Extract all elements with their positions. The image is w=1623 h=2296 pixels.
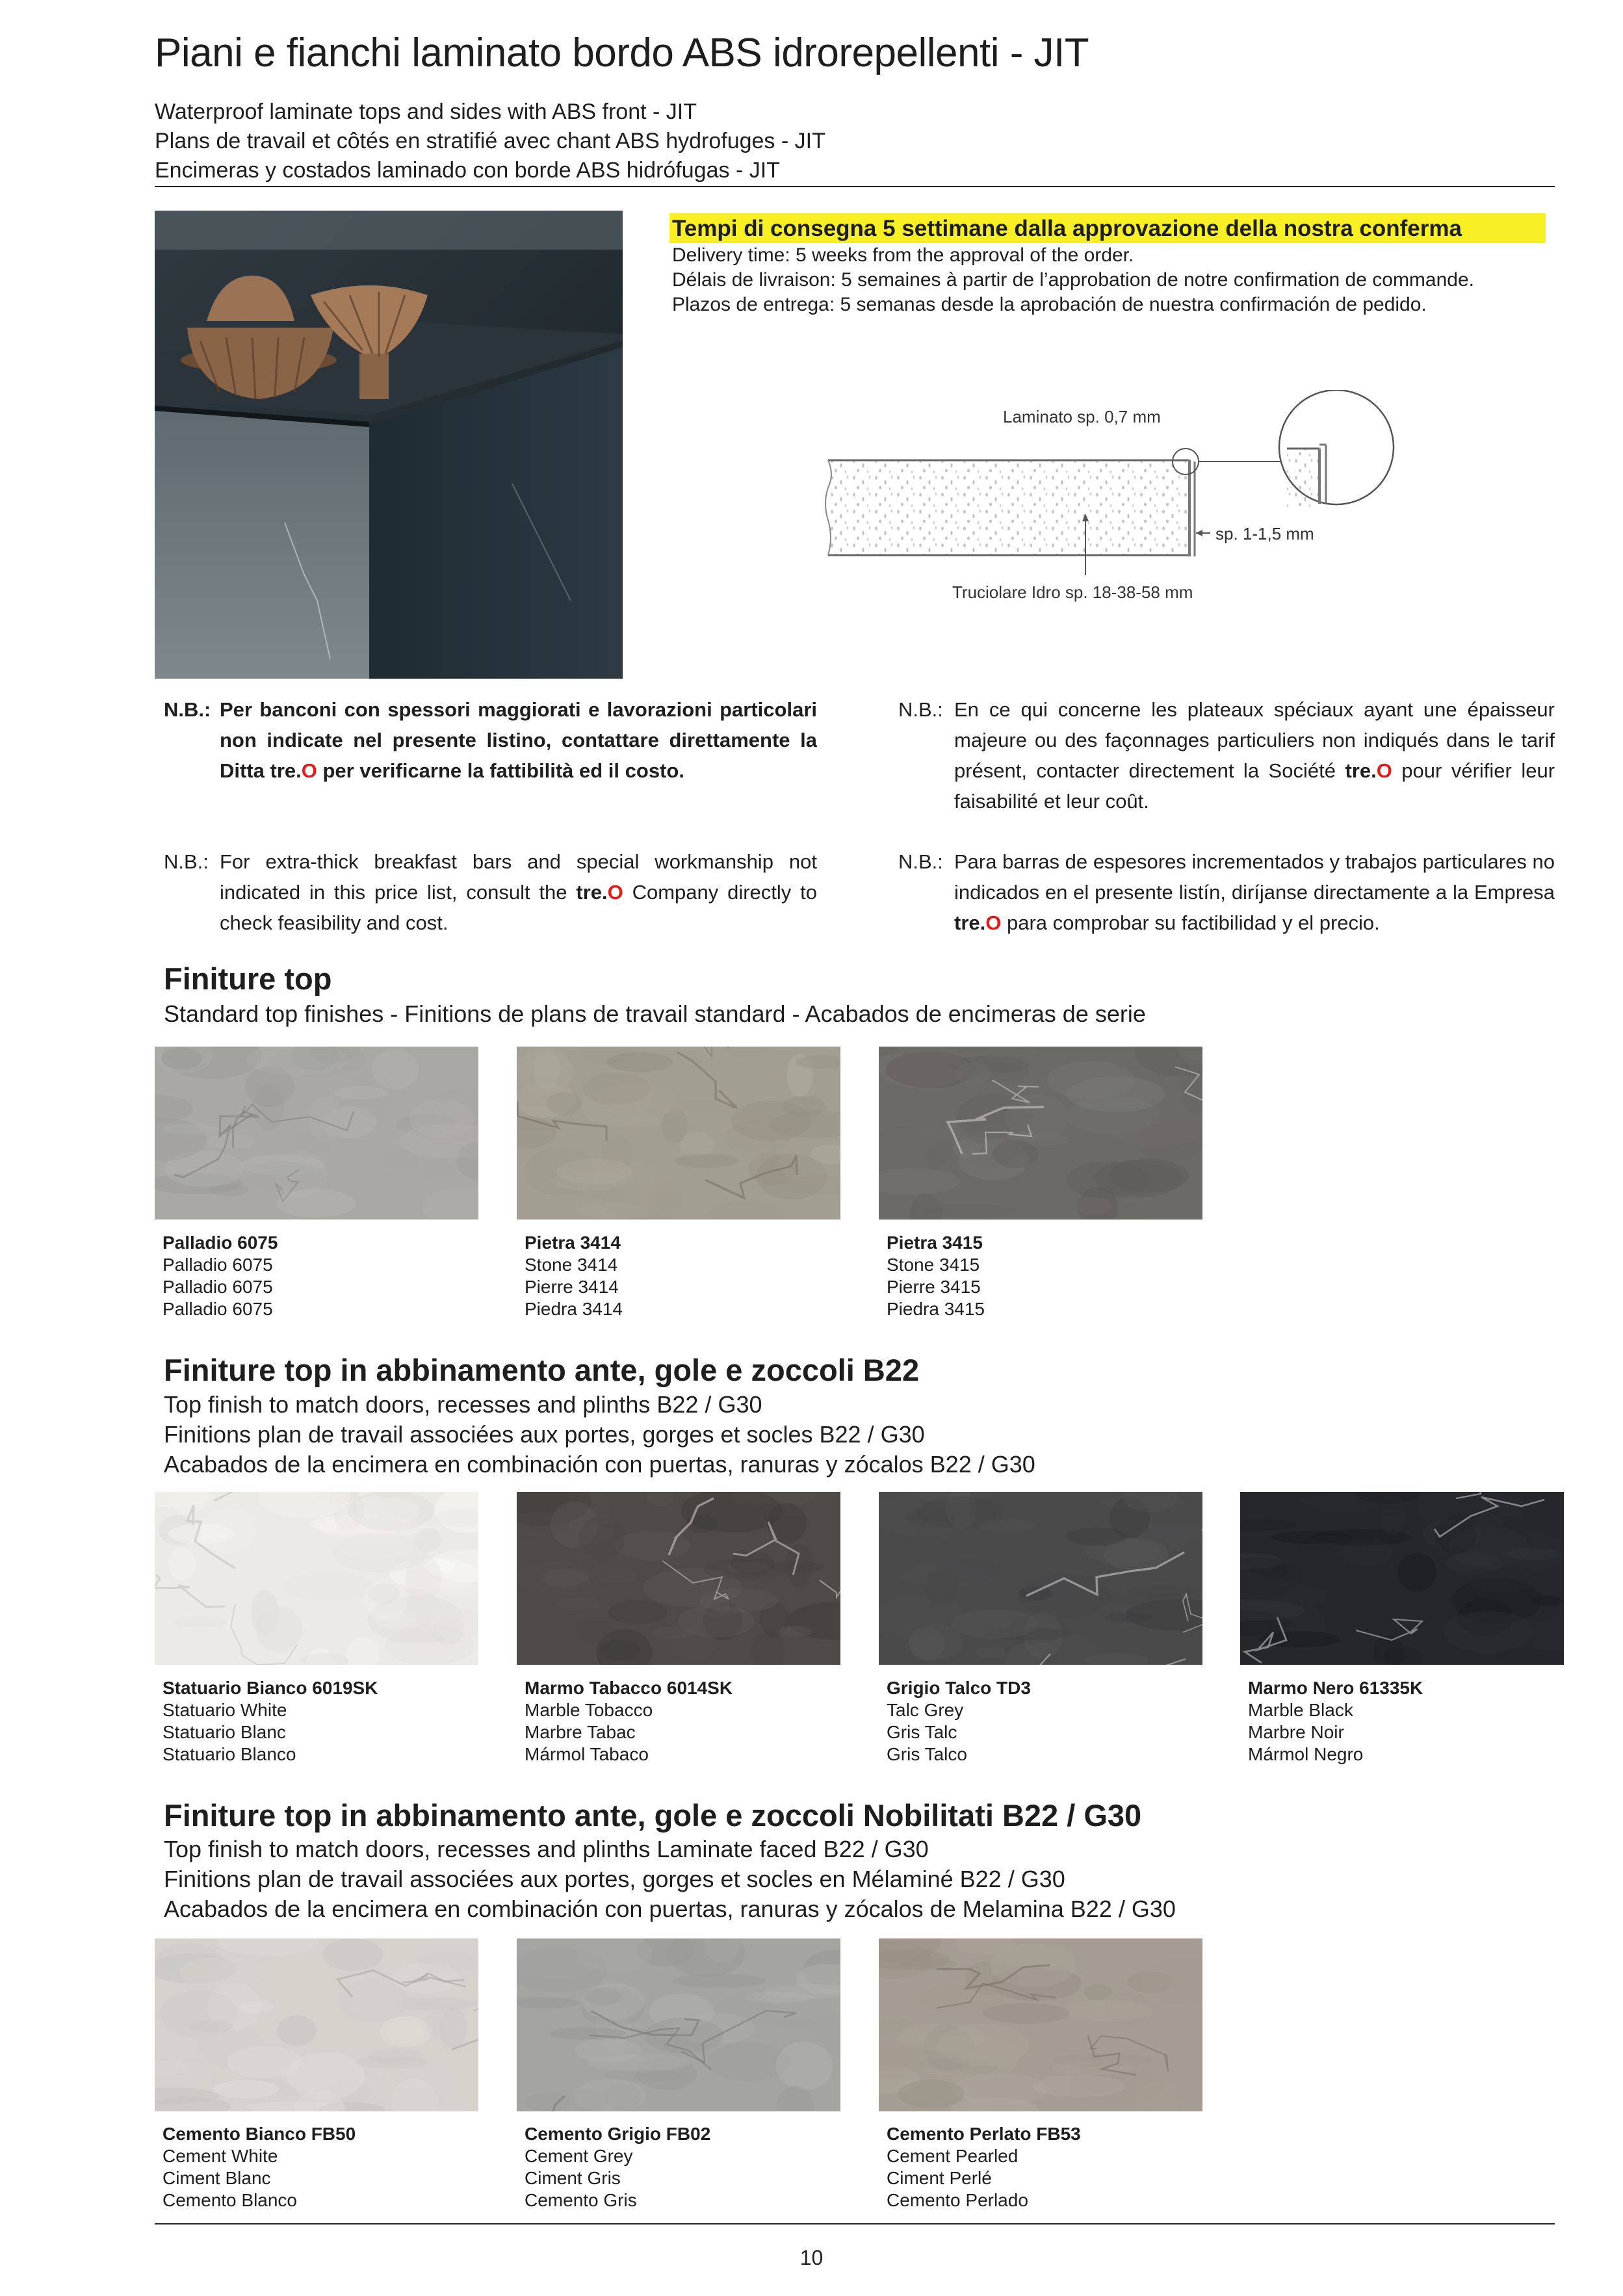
swatch-pietra-3414	[517, 1047, 840, 1220]
delivery-line-es: Plazos de entrega: 5 semanas desde la aprobación de nuestra confirmación de pedido.	[672, 294, 1427, 315]
finish-es: Cemento Blanco	[162, 2190, 298, 2210]
swatch-grigio-talco	[879, 1492, 1202, 1665]
subtitle-fr: Plans de travail et côtés en stratifié avec chant ABS hydrofuges - JIT	[155, 129, 825, 153]
finish-en: Cement White	[162, 2146, 278, 2166]
finish-es: Piedra 3415	[887, 1299, 985, 1319]
finish-fr: Palladio 6075	[162, 1277, 273, 1297]
finish-name: Statuario Bianco 6019SK	[162, 1678, 378, 1698]
core-thickness-label: Truciolare Idro sp. 18-38-58 mm	[952, 582, 1193, 602]
delivery-line-en: Delivery time: 5 weeks from the approval of the order.	[672, 244, 1134, 266]
note-fr-before: En ce qui concerne les plateaux spéciaux ayant une épaisseur majeure ou des façonnages particuliers non indiqués dans le tarif présent, contacter directement la Société	[954, 698, 1555, 782]
section-subtitle: Acabados de la encimera en combinación con puertas, ranuras y zócalos de Melamina B22 / G30	[164, 1896, 1176, 1922]
finish-name: Marmo Tabacco 6014SK	[525, 1678, 733, 1698]
section-subtitle: Top finish to match doors, recesses and plinths Laminate faced B22 / G30	[164, 1836, 929, 1862]
finish-en: Palladio 6075	[162, 1255, 273, 1275]
swatch-statuario-bianco	[155, 1492, 478, 1665]
swatch-cemento-perlato	[879, 1938, 1202, 2111]
swatch-caption	[887, 2123, 1081, 2211]
note-it-label: N.B.:	[164, 698, 211, 721]
finish-es: Cemento Gris	[525, 2190, 637, 2210]
section-subtitles	[164, 1834, 1176, 1924]
section-title: Finiture top	[164, 961, 332, 996]
finish-es: Statuario Blanco	[162, 1744, 296, 1764]
swatch-marmo-nero	[1240, 1492, 1564, 1665]
section-subtitle: Top finish to match doors, recesses and plinths B22 / G30	[164, 1391, 762, 1418]
finish-en: Marble Black	[1248, 1700, 1353, 1720]
section-subtitle: Finitions plan de travail associées aux portes, gorges et socles B22 / G30	[164, 1421, 925, 1448]
note-es-label: N.B.:	[898, 850, 943, 873]
note-fr-after: pour vérifier leur faisabilité et leur coût.	[954, 759, 1555, 813]
note-es	[898, 846, 1555, 938]
delivery-info	[669, 213, 1560, 317]
swatch-caption	[162, 2123, 356, 2211]
finish-name: Cemento Perlato FB53	[887, 2124, 1081, 2144]
page-number: 10	[799, 2246, 824, 2269]
page-title: Piani e fianchi laminato bordo ABS idrorepellenti - JIT	[155, 31, 1089, 75]
swatch-caption	[887, 1677, 1031, 1766]
finish-es: Mármol Tabaco	[525, 1744, 649, 1764]
note-fr-label: N.B.:	[898, 698, 943, 721]
page-subtitles	[155, 98, 825, 185]
section-subtitle: Standard top finishes - Finitions de plans de travail standard - Acabados de encimeras de serie	[164, 1000, 1146, 1027]
brand-mark: O	[301, 759, 317, 782]
edge-section-diagram	[806, 390, 1404, 611]
subtitle-es: Encimeras y costados laminado con borde ABS hidrófugas - JIT	[155, 158, 780, 183]
subtitle-en: Waterproof laminate tops and sides with ABS front - JIT	[155, 99, 697, 124]
finish-es: Palladio 6075	[162, 1299, 273, 1319]
note-en	[164, 846, 817, 938]
finish-name: Cemento Grigio FB02	[525, 2124, 711, 2144]
finish-name: Palladio 6075	[162, 1233, 278, 1253]
note-it-before: Per banconi con spessori maggiorati e lavorazioni particolari non indicate nel presente listino, contattare direttamente la Ditta	[220, 698, 817, 782]
finish-name: Pietra 3415	[887, 1233, 983, 1253]
brand-name: tre.	[270, 759, 302, 782]
finish-fr: Pierre 3415	[887, 1277, 981, 1297]
section-subtitle: Acabados de la encimera en combinación con puertas, ranuras y zócalos B22 / G30	[164, 1451, 1035, 1478]
finish-name: Cemento Bianco FB50	[162, 2124, 356, 2144]
note-en-after: Company directly to check feasibility and cost.	[220, 881, 817, 934]
finish-es: Piedra 3414	[525, 1299, 623, 1319]
swatch-caption	[525, 1232, 623, 1320]
swatch-marmo-tabacco	[517, 1492, 840, 1665]
swatch-palladio-6075	[155, 1047, 478, 1220]
finish-fr: Ciment Perlé	[887, 2168, 992, 2188]
delivery-line-fr: Délais de livraison: 5 semaines à partir de l’approbation de notre confirmation de commande.	[672, 269, 1474, 291]
brand-mark: O	[985, 911, 1002, 934]
note-fr	[898, 694, 1555, 816]
finish-en: Cement Grey	[525, 2146, 633, 2166]
swatch-caption	[887, 1232, 985, 1320]
note-en-before: For extra-thick breakfast bars and special workmanship not indicated in this price list, consult the	[220, 850, 817, 904]
swatch-pietra-3415	[879, 1047, 1202, 1220]
finish-es: Cemento Perlado	[887, 2190, 1028, 2210]
brand-mark: O	[1376, 759, 1392, 782]
note-it-after: per verificarne la fattibilità ed il costo.	[317, 759, 684, 782]
edge-thickness-label: sp. 1-1,5 mm	[1215, 524, 1314, 543]
note-it	[164, 694, 817, 786]
finish-en: Stone 3415	[887, 1255, 980, 1275]
finish-es: Gris Talco	[887, 1744, 967, 1764]
finish-en: Marble Tobacco	[525, 1700, 653, 1720]
note-es-before: Para barras de espesores incrementados y trabajos particulares no indicados en el presente listín, diríjanse directamente a la Empresa	[954, 850, 1555, 904]
finish-fr: Ciment Blanc	[162, 2168, 271, 2188]
delivery-highlight: Tempi di consegna 5 settimane dalla approvazione della nostra conferma	[669, 213, 1546, 243]
section-subtitle: Finitions plan de travail associées aux portes, gorges et socles en Mélaminé B22 / G30	[164, 1866, 1065, 1892]
finish-name: Grigio Talco TD3	[887, 1678, 1031, 1698]
note-es-after: para comprobar su factibilidad y el precio.	[1001, 911, 1380, 934]
note-en-label: N.B.:	[164, 850, 209, 873]
finish-name: Pietra 3414	[525, 1233, 621, 1253]
brand-name: tre.	[576, 881, 608, 904]
swatch-cemento-grigio	[517, 1938, 840, 2111]
finish-name: Marmo Nero 61335K	[1248, 1678, 1423, 1698]
brand-name: tre.	[1345, 759, 1377, 782]
finish-fr: Gris Talc	[887, 1722, 957, 1742]
kitchen-photo	[155, 211, 623, 679]
footer-divider	[155, 2223, 1555, 2224]
header-divider	[155, 186, 1555, 187]
finish-fr: Pierre 3414	[525, 1277, 619, 1297]
brand-name: tre.	[954, 911, 986, 934]
brand-mark: O	[607, 881, 623, 904]
swatch-caption	[1248, 1677, 1423, 1766]
finish-fr: Statuario Blanc	[162, 1722, 286, 1742]
finish-es: Mármol Negro	[1248, 1744, 1364, 1764]
finish-en: Cement Pearled	[887, 2146, 1019, 2166]
section-title: Finiture top in abbinamento ante, gole e zoccoli B22	[164, 1353, 920, 1387]
laminate-thickness-label: Laminato sp. 0,7 mm	[1003, 407, 1161, 426]
section-subtitles	[164, 1390, 1035, 1480]
swatch-caption	[162, 1232, 278, 1320]
finish-en: Talc Grey	[887, 1700, 964, 1720]
section-title: Finiture top in abbinamento ante, gole e zoccoli Nobilitati B22 / G30	[164, 1798, 1142, 1833]
finish-fr: Marbre Noir	[1248, 1722, 1344, 1742]
swatch-cemento-bianco	[155, 1938, 478, 2111]
finish-fr: Marbre Tabac	[525, 1722, 636, 1742]
swatch-caption	[525, 2123, 710, 2211]
finish-fr: Ciment Gris	[525, 2168, 621, 2188]
finish-en: Stone 3414	[525, 1255, 618, 1275]
swatch-caption	[525, 1677, 733, 1766]
swatch-caption	[162, 1677, 378, 1766]
finish-en: Statuario White	[162, 1700, 287, 1720]
